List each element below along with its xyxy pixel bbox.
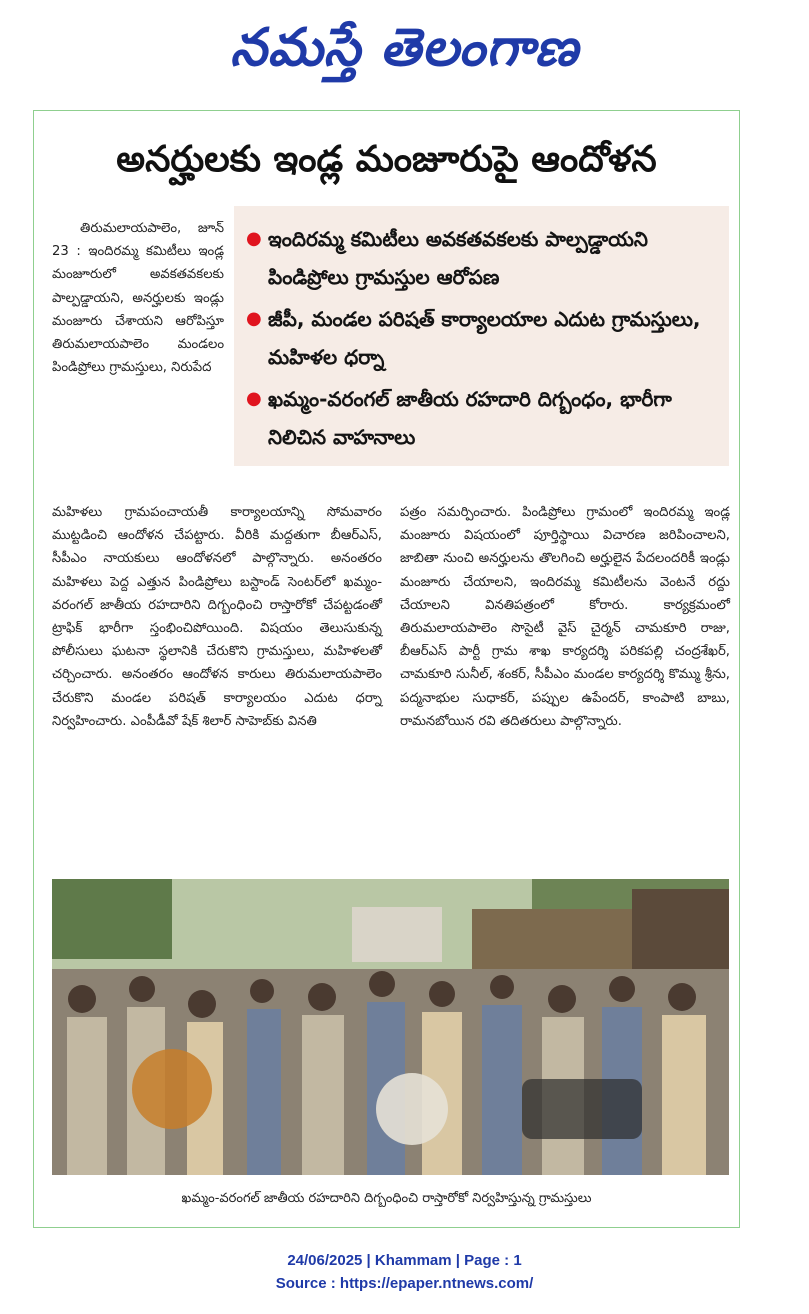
newspaper-logo: నమస్తే తెలంగాణ xyxy=(230,18,579,78)
highlight-item: ● ఖమ్మం-వరంగల్ జాతీయ రహదారి దిగ్బంధం, భారీగా నిలిచిన వాహనాలు xyxy=(246,380,717,456)
headline: అనర్హులకు ఇండ్ల మంజూరుపై ఆందోళన xyxy=(116,139,657,180)
bullet-icon: ● xyxy=(246,388,262,409)
footer-source: Source : https://epaper.ntnews.com/ xyxy=(275,1275,534,1292)
protest-photo xyxy=(52,879,729,1175)
body-column-right: పత్రం సమర్పించారు. పిండిప్రోలు గ్రామంలో ఇందిరమ్మ ఇండ్ల మంజూరు విషయంలో పూర్తిస్థాయి విచారణ జరిపించాలని, జాబితా నుంచి అనర్హులను తొలగించి అర్హులైన పేదలందరికీ ఇండ్లు మంజూరు చేయాలని, ఇందిరమ్మ కమిటీలను వెంటనే రద్దు చేయాలని వినతిపత్రంలో కోరారు. కార్యక్రమంలో తిరుమలాయపాలెం సొసైటీ వైస్ చైర్మన్ చామకూరి రాజు, బీఆర్ఎస్ పార్టీ గ్రామ శాఖ కార్యదర్శి పరికపల్లి చంద్రశేఖర్, చామకూరి సునీల్, శంకర్, సీపీఎం మండల కార్యదర్శి కొమ్ము శ్రీను, పద్మనాభుల సుధాకర్, పప్పుల ఉపేందర్, కాంపాటి బాబు, రామనబోయిన రవి తదితరులు పాల్గొన్నారు. xyxy=(400,505,730,729)
footer-dateline: 24/06/2025 | Khammam | Page : 1 xyxy=(287,1252,522,1269)
bullet-icon: ● xyxy=(246,228,262,249)
masthead xyxy=(0,2,809,94)
photo-caption: ఖమ్మం-వరంగల్ జాతీయ రహదారిని దిగ్బంధించి రాస్తారోకో నిర్వహిస్తున్న గ్రామస్తులు xyxy=(181,1191,592,1206)
body-column-left: మహిళలు గ్రామపంచాయతీ కార్యాలయాన్ని సోమవారం ముట్టడించి ఆందోళన చేపట్టారు. వీరికి మద్దతుగా బీఆర్ఎస్, సీపీఎం నాయకులు ఆందోళనలో పాల్గొన్నారు. అనంతరం మహిళలు పెద్ద ఎత్తున పిండిప్రోలు బస్టాండ్ సెంటర్‌లో ఖమ్మం-వరంగల్ జాతీయ రహదారిని దిగ్బంధించి రాస్తారోకో చేపట్టడంతో ట్రాఫిక్ భారీగా స్తంభించిపోయింది. విషయం తెలుసుకున్న పోలీసులు ఘటనా స్థలానికి చేరుకొని గ్రామస్తులు, మహిళలతో చర్చించారు. అనంతరం ఆందోళన కారులు తిరుమలాయపాలెం చేరుకొని మండల పరిషత్ కార్యాలయం ఎదుట ధర్నా నిర్వహించారు. ఎంపీడీవో షేక్ శిలార్ సాహెబ్‌కు వినతి xyxy=(52,505,382,729)
article-box xyxy=(33,110,740,1228)
highlights-box xyxy=(234,206,729,466)
highlight-item: ● ఇందిరమ్మ కమిటీలు అవకతవకలకు పాల్పడ్డాయని పిండిప్రోలు గ్రామస్తుల ఆరోపణ xyxy=(246,220,717,296)
bullet-icon: ● xyxy=(246,308,262,329)
intro-paragraph: తిరుమలాయపాలెం, జూన్ 23 : ఇందిరమ్మ కమిటీలు ఇండ్ల మంజూరులో అవకతవకలకు పాల్పడ్డాయని, అనర్హులకు ఇండ్లు మంజూరు చేశాయని ఆరోపిస్తూ తిరుమలాయపాలెం మండలం పిండిప్రోలు గ్రామస్తులు, నిరుపేద xyxy=(52,221,224,376)
highlight-item: ● జీపీ, మండల పరిషత్ కార్యాలయాల ఎదుట గ్రామస్తులు, మహిళల ధర్నా xyxy=(246,300,717,376)
